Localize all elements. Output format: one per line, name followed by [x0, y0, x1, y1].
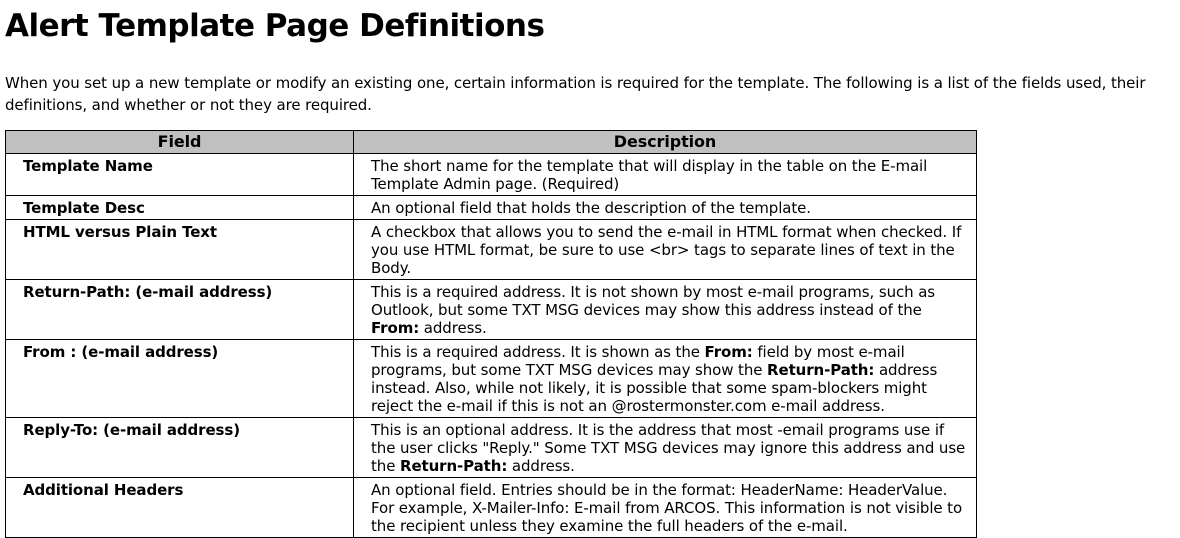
table-row — [6, 196, 977, 220]
description-column-header: Description — [354, 131, 977, 154]
description-text: address instead. Also, while not likely, it is possible that some spam-blockers might reject the e-mail if this is not an @rostermonster.com e-mail address. — [371, 361, 938, 415]
description-text: This is an optional address. It is the address that most -email programs use if the user clicks "Reply." Some TXT MSG devices may ignore this address and use the — [371, 421, 966, 475]
description-text: This is a required address. It is not shown by most e-mail programs, such as Outlook, but some TXT MSG devices may show this address instead of the — [371, 283, 936, 319]
field-name-cell: Template Desc — [6, 196, 354, 220]
description-text: address. — [419, 319, 487, 337]
table-row — [6, 280, 977, 340]
description-text: A checkbox that allows you to send the e-mail in HTML format when checked. If you use HTML format, be sure to use <br> tags to separate lines of text in the Body. — [371, 223, 962, 277]
table-body — [6, 154, 977, 538]
field-description-cell — [354, 196, 977, 220]
description-text: This is a required address. It is shown as the — [371, 343, 705, 361]
description-text: An optional field. Entries should be in the format: HeaderName: HeaderValue. For example, X-Mailer-Info: E-mail from ARCOS. This information is not visible to the recipient unless they examine the full headers of the e-mail. — [371, 481, 963, 535]
table-row — [6, 418, 977, 478]
table-header-row — [6, 131, 977, 154]
description-emphasis: From: — [704, 343, 753, 361]
field-name-cell: Template Name — [6, 154, 354, 196]
field-description-cell — [354, 418, 977, 478]
field-description-cell — [354, 340, 977, 418]
description-text: field by most e-mail programs, but some TXT MSG devices may show the — [371, 343, 905, 379]
field-name-cell: HTML versus Plain Text — [6, 220, 354, 280]
definitions-table — [5, 130, 977, 538]
table-row — [6, 220, 977, 280]
table-row — [6, 340, 977, 418]
field-name-cell: From : (e-mail address) — [6, 340, 354, 418]
description-text: An optional field that holds the description of the template. — [371, 199, 811, 217]
description-text: address. — [507, 457, 575, 475]
table-header — [6, 131, 977, 154]
field-description-cell — [354, 154, 977, 196]
field-column-header: Field — [6, 131, 354, 154]
field-description-cell — [354, 478, 977, 538]
description-emphasis: Return-Path: — [767, 361, 875, 379]
description-text: The short name for the template that will display in the table on the E-mail Template Admin page. (Required) — [371, 157, 928, 193]
table-row — [6, 478, 977, 538]
field-name-cell: Additional Headers — [6, 478, 354, 538]
intro-paragraph: When you set up a new template or modify an existing one, certain information is required for the template. The following is a list of the fields used, their definitions, and whether or not they are required. — [5, 74, 1146, 114]
field-name-cell: Return-Path: (e-mail address) — [6, 280, 354, 340]
field-name-cell: Reply-To: (e-mail address) — [6, 418, 354, 478]
field-description-cell — [354, 220, 977, 280]
page-title: Alert Template Page Definitions — [5, 8, 545, 44]
field-description-cell — [354, 280, 977, 340]
description-emphasis: Return-Path: — [400, 457, 508, 475]
table-row — [6, 154, 977, 196]
description-emphasis: From: — [371, 319, 420, 337]
